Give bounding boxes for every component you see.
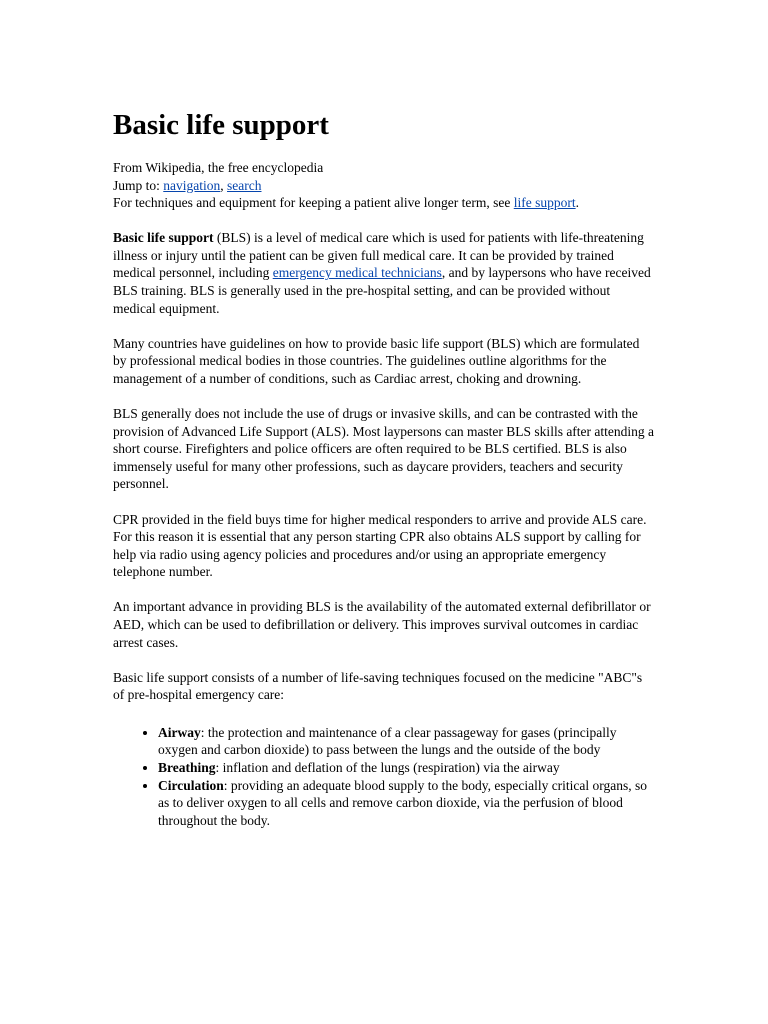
abc-list <box>113 724 656 830</box>
list-text: : providing an adequate blood supply to the body, especially critical organs, so as to deliver oxygen to all cells and remove carbon dioxide, via the perfusion of blood throughout the body. <box>158 777 648 828</box>
list-term: Circulation <box>158 777 224 793</box>
paragraph-intro <box>113 229 656 317</box>
emergency-medical-technicians-link[interactable]: emergency medical technicians <box>272 265 442 281</box>
paragraph-guidelines: Many countries have guidelines on how to provide basic life support (BLS) which are formulated by professional medical bodies in those countries. The guidelines outline algorithms for the management of a number of conditions, such as Cardiac arrest, choking and drowning. <box>113 335 640 386</box>
hatnote <box>113 194 656 212</box>
life-support-link[interactable]: life support <box>513 195 576 211</box>
bold-term: Basic life support <box>113 230 214 246</box>
search-link[interactable]: search <box>227 177 262 193</box>
jump-separator: , <box>220 177 228 193</box>
paragraph-bls-scope: BLS generally does not include the use of drugs or invasive skills, and can be contrasted with the provision of Advanced Life Support (ALS). Most laypersons can master BLS skills after attending a short course. Firefighters and police officers are often required to be BLS certified. BLS is also immensely useful for many other professions, such as daycare providers, teachers and security personnel. <box>113 406 655 492</box>
jump-to-line <box>113 177 656 195</box>
list-item-circulation <box>158 777 656 830</box>
paragraph-text: , and by laypersons who have received BLS training. BLS is generally used in the pre-hospital setting, and can be provided without medical equipment. <box>113 265 651 316</box>
paragraph-abc-intro: Basic life support consists of a number of life-saving techniques focused on the medicine "ABC"s of pre-hospital emergency care: <box>113 669 643 703</box>
page-title: Basic life support <box>113 109 329 141</box>
article-meta <box>113 159 656 212</box>
hatnote-period: . <box>575 195 579 211</box>
list-text: : the protection and maintenance of a clear passageway for gases (principally oxygen and carbon dioxide) to pass between the lungs and the outside of the body <box>158 724 617 758</box>
paragraph-cpr: CPR provided in the field buys time for higher medical responders to arrive and provide ALS care. For this reason it is essential that any person starting CPR also obtains ALS support by calling for help via radio using agency policies and procedures and/or using an appropriate emergency telephone number. <box>113 511 647 580</box>
jump-to-label: Jump to: <box>113 177 164 193</box>
list-item-airway <box>158 724 656 759</box>
list-term: Airway <box>158 724 201 740</box>
hatnote-text: For techniques and equipment for keeping a patient alive longer term, see <box>113 195 514 211</box>
navigation-link[interactable]: navigation <box>163 177 221 193</box>
list-term: Breathing <box>158 760 216 776</box>
site-subtitle: From Wikipedia, the free encyclopedia <box>113 160 324 175</box>
paragraph-text: (BLS) is a level of medical care which is used for patients with life-threatening illness or injury until the patient can be given full medical care. It can be provided by trained medical personnel, including <box>113 230 644 281</box>
list-text: : inflation and deflation of the lungs (respiration) via the airway <box>215 760 560 776</box>
spacer <box>113 212 656 230</box>
paragraph-aed: An important advance in providing BLS is the availability of the automated external defibrillator or AED, which can be used to defibrillation or delivery. This improves survival outcomes in cardiac arrest cases. <box>113 599 651 650</box>
list-item-breathing <box>158 759 656 777</box>
